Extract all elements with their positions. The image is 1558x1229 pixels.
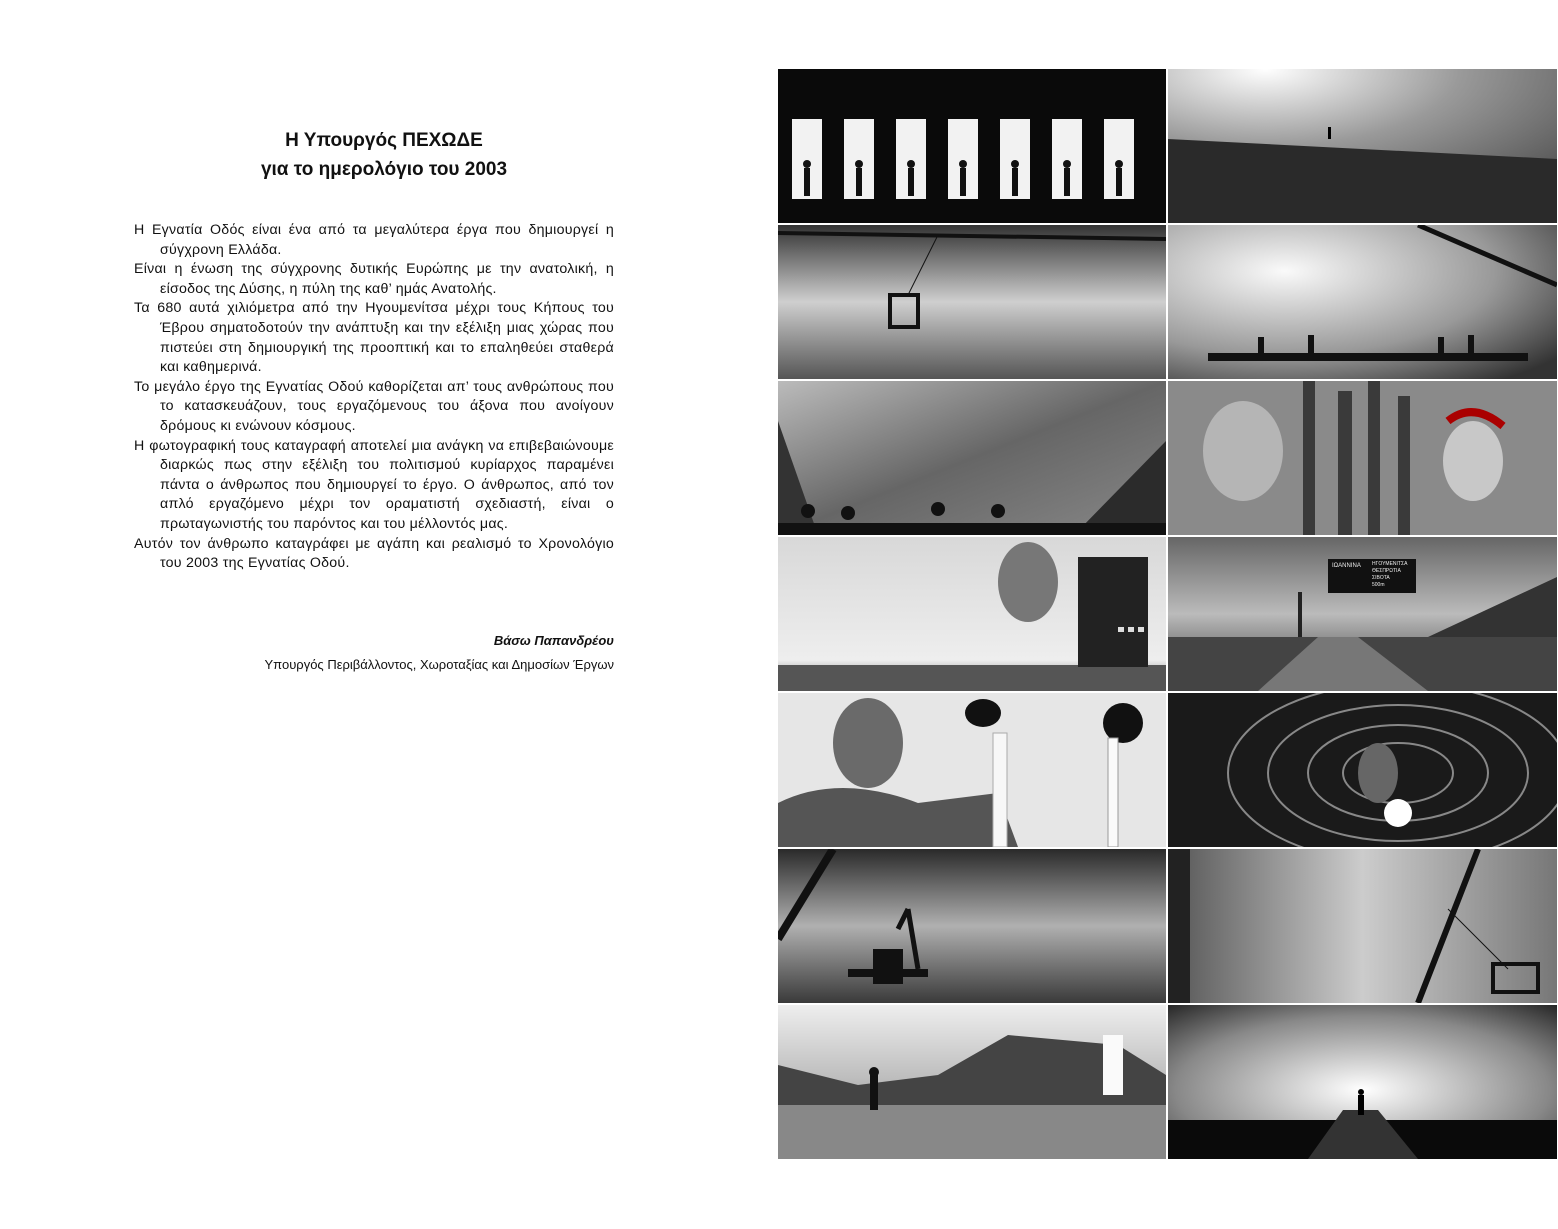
road-sign-left-label: ΙΩΑΝΝΙΝΑ — [1332, 563, 1361, 569]
road-sign-distance: 500m — [1372, 582, 1385, 588]
title-line-1: Η Υπουργός ΠΕΧΩΔΕ — [285, 130, 483, 151]
photo-worker-and-crane — [1168, 849, 1557, 1003]
photo-figure-on-horizon-sun — [1168, 69, 1557, 223]
photo-surveyor-with-instrument — [778, 537, 1166, 691]
photo-grid — [778, 69, 1557, 1159]
paragraph: Αυτόν τον άνθρωπο καταγράφει με αγάπη και ρεαλισμό το Χρονολόγιο του 2003 της Εγνατίας Οδού. — [134, 535, 614, 572]
photo-operator-joystick — [778, 693, 1166, 847]
photo-welding-in-cage-tunnel — [1168, 693, 1557, 847]
photo-crane-workers-platform — [1168, 225, 1557, 379]
photo-man-walking-on-road — [778, 1005, 1166, 1159]
photo-figure-on-bridge-vanishing — [1168, 1005, 1557, 1159]
road-sign-right-label-2: ΘΕΣΠΡΩΤΙΑ — [1372, 568, 1401, 574]
signature-name: Βάσω Παπανδρέου — [493, 633, 614, 648]
photo-highway-road-sign — [1168, 537, 1557, 691]
photo-crane-with-basket — [778, 225, 1166, 379]
road-sign-right-label-3: ΣΙΒΟΤΑ — [1372, 575, 1390, 581]
road-sign-right-label-1: ΗΓΟΥΜΕΝΙΤΣΑ — [1372, 561, 1408, 567]
page-title — [134, 126, 634, 184]
photo-workers-in-windows — [778, 69, 1166, 223]
text-page — [0, 0, 760, 1229]
photo-crane-hook-dark-sky — [778, 849, 1166, 1003]
paragraph: Το μεγάλο έργο της Εγνατίας Οδού καθορίζεται απ’ τους ανθρώπους που το κατασκευάζουν, τους εργαζόμενους του άξονα που ανοίγουν δρόμους κι ενώνουν κόσμους. — [134, 378, 614, 434]
paragraph: Τα 680 αυτά χιλιόμετρα από την Ηγουμενίτσα μέχρι τους Κήπους του Έβρου σηματοδοτούν την ανάπτυξη και την εξέλιξη μιας χώρας που πιστεύει στη δημιουργική της προοπτική και το επαληθεύει σταθερά και καθημερινά. — [134, 300, 614, 376]
photo-workers-under-bridge — [778, 381, 1166, 535]
title-line-2: για το ημερολόγιο του 2003 — [260, 159, 508, 180]
signature-role: Υπουργός Περιβάλλοντος, Χωροταξίας και Δημοσίων Έργων — [264, 657, 614, 672]
paragraph: Η φωτογραφική τους καταγραφή αποτελεί μια ανάγκη να επιβεβαιώνουμε διαρκώς πως στην εξέλιξη του πολιτισμού κυρίαρχος παραμένει πάντα ο άνθρωπος που δημιουργεί το έργο. Ο άνθρωπος, από τον απλό εργαζόμενο μέχρι τον οραματιστή σχεδιαστή, είναι ο πρωταγωνιστής του παρόντος και του μέλλοντός μας. — [134, 437, 614, 532]
photo-two-workers-portrait — [1168, 381, 1557, 535]
paragraph: Είναι η ένωση της σύγχρονης δυτικής Ευρώπης με την ανατολική, η είσοδος της Δύσης, η πύλη της καθ’ ημάς Ανατολής. — [134, 261, 614, 297]
paragraph: Η Εγνατία Οδός είναι ένα από τα μεγαλύτερα έργα που δημιουργεί η σύγχρονη Ελλάδα. — [134, 222, 614, 258]
body-text — [134, 221, 614, 574]
